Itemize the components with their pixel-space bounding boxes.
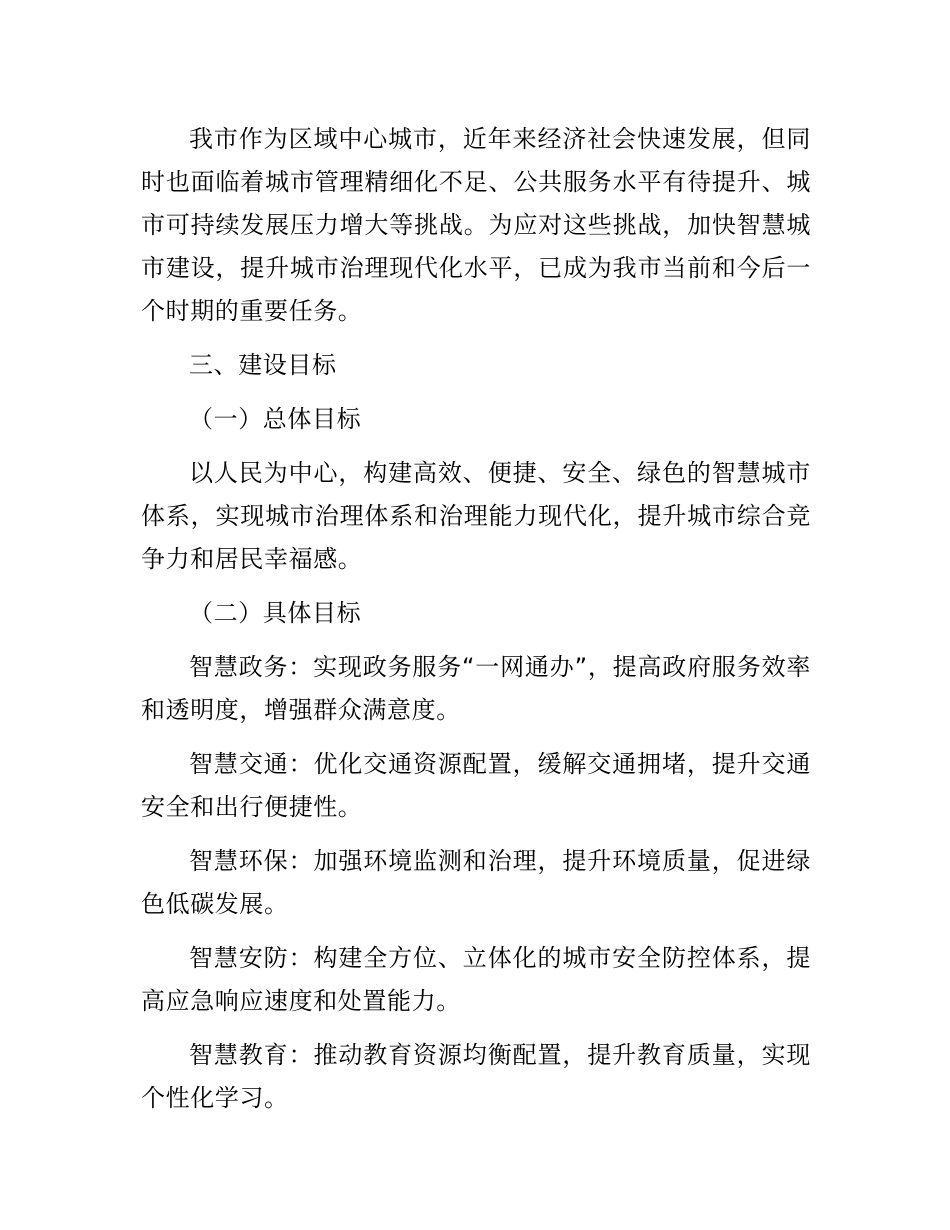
subsection-heading-overall: （一）总体目标 bbox=[189, 405, 362, 433]
paragraph-smart-security: 智慧安防：构建全方位、立体化的城市安全防控体系，提高应急响应速度和处置能力。 bbox=[141, 944, 811, 1015]
document-body bbox=[141, 118, 811, 1120]
subsection-heading-specific: （二）具体目标 bbox=[189, 599, 362, 627]
paragraph-smart-environment: 智慧环保：加强环境监测和治理，提升环境质量，促进绿色低碳发展。 bbox=[141, 847, 811, 918]
section-heading-goals: 三、建设目标 bbox=[189, 351, 337, 379]
paragraph-smart-education: 智慧教育：推动教育资源均衡配置，提升教育质量，实现个性化学习。 bbox=[141, 1041, 811, 1112]
paragraph-smart-government: 智慧政务：实现政务服务“一网通办”，提高政府服务效率和透明度，增强群众满意度。 bbox=[141, 653, 811, 724]
paragraph-overall-goal: 以人民为中心，构建高效、便捷、安全、绿色的智慧城市体系，实现城市治理体系和治理能力现代化，提升城市综合竞争力和居民幸福感。 bbox=[141, 459, 811, 573]
paragraph-smart-traffic: 智慧交通：优化交通资源配置，缓解交通拥堵，提升交通安全和出行便捷性。 bbox=[141, 750, 811, 821]
paragraph-intro: 我市作为区域中心城市，近年来经济社会快速发展，但同时也面临着城市管理精细化不足、公共服务水平有待提升、城市可持续发展压力增大等挑战。为应对这些挑战，加快智慧城市建设，提升城市治理现代化水平，已成为我市当前和今后一个时期的重要任务。 bbox=[141, 125, 811, 325]
